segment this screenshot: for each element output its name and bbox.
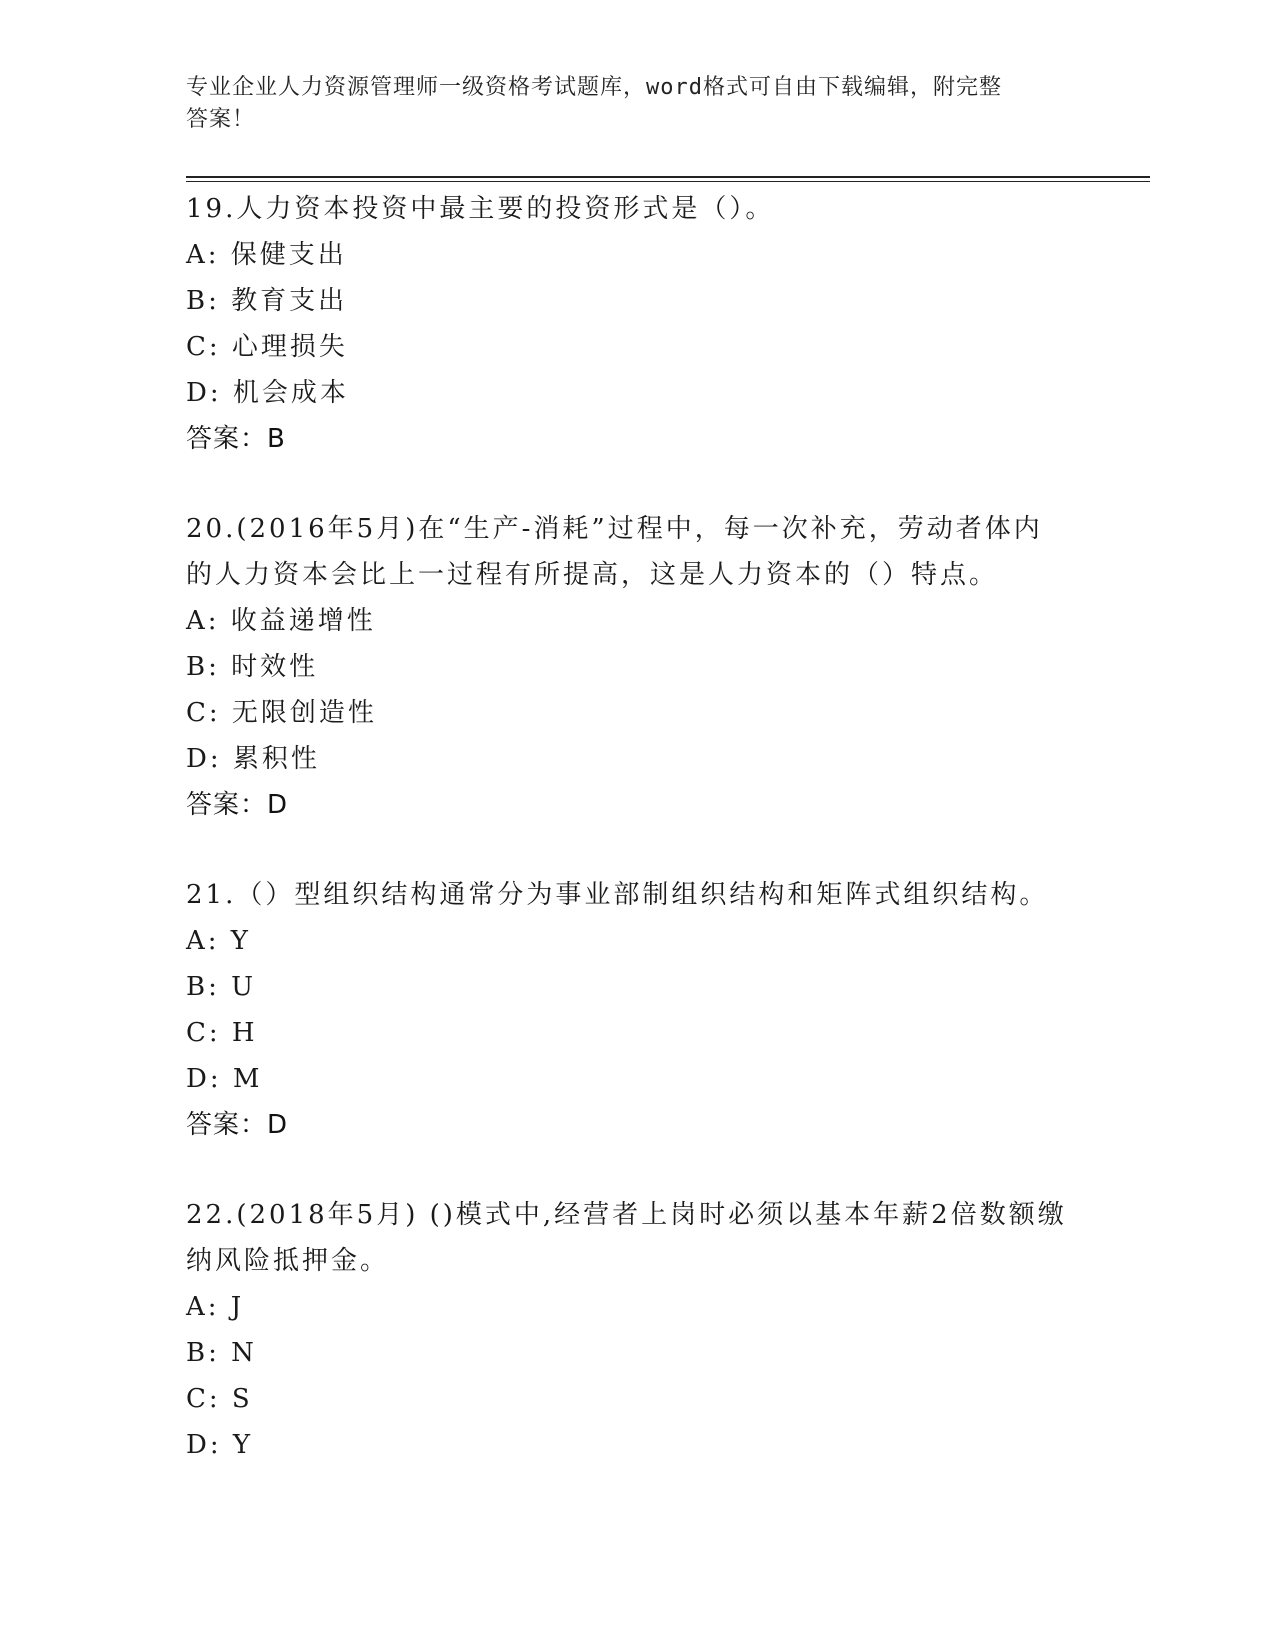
question-19: [186, 186, 1086, 462]
question-text-continued: 纳风险抵押金。: [186, 1246, 390, 1276]
option-a: A: Y: [186, 926, 251, 956]
option-c: C: S: [186, 1384, 253, 1414]
option-c: C: H: [186, 1018, 258, 1048]
header-rule-thin: [186, 181, 1150, 182]
option-c: C: 无限创造性: [186, 698, 377, 728]
option-d: D: Y: [186, 1430, 254, 1460]
question-22: [186, 1192, 1086, 1468]
option-b: B: 教育支出: [186, 286, 348, 316]
option-a: A: 收益递增性: [186, 606, 376, 636]
question-text: 21.（）型组织结构通常分为事业部制组织结构和矩阵式组织结构。: [186, 880, 1049, 910]
header-line-1: 专业企业人力资源管理师一级资格考试题库，word格式可自由下载编辑，附完整: [186, 75, 1002, 100]
document-header: [186, 72, 1066, 136]
answer-label: 答案：D: [186, 1110, 289, 1140]
question-text: 20.(2016年5月)在“生产-消耗”过程中，每一次补充，劳动者体内: [186, 514, 1043, 544]
answer-label: 答案：D: [186, 790, 289, 820]
option-b: B: 时效性: [186, 652, 319, 682]
question-20: [186, 506, 1086, 828]
option-b: B: N: [186, 1338, 257, 1368]
option-b: B: U: [186, 972, 257, 1002]
header-rule-thick: [186, 176, 1150, 178]
question-text: 19.人力资本投资中最主要的投资形式是（）。: [186, 194, 775, 224]
question-21: [186, 872, 1086, 1148]
option-d: D: M: [186, 1064, 263, 1094]
question-text-continued: 的人力资本会比上一过程有所提高，这是人力资本的（）特点。: [186, 560, 999, 590]
option-a: A: J: [186, 1292, 245, 1322]
option-d: D: 累积性: [186, 744, 320, 774]
header-line-2: 答案！: [186, 107, 256, 132]
question-list: [186, 186, 1086, 1468]
answer-label: 答案：B: [186, 424, 286, 454]
option-a: A: 保健支出: [186, 240, 347, 270]
question-text: 22.(2018年5月) ()模式中,经营者上岗时必须以基本年薪2倍数额缴: [186, 1200, 1067, 1230]
option-d: D: 机会成本: [186, 378, 349, 408]
option-c: C: 心理损失: [186, 332, 348, 362]
